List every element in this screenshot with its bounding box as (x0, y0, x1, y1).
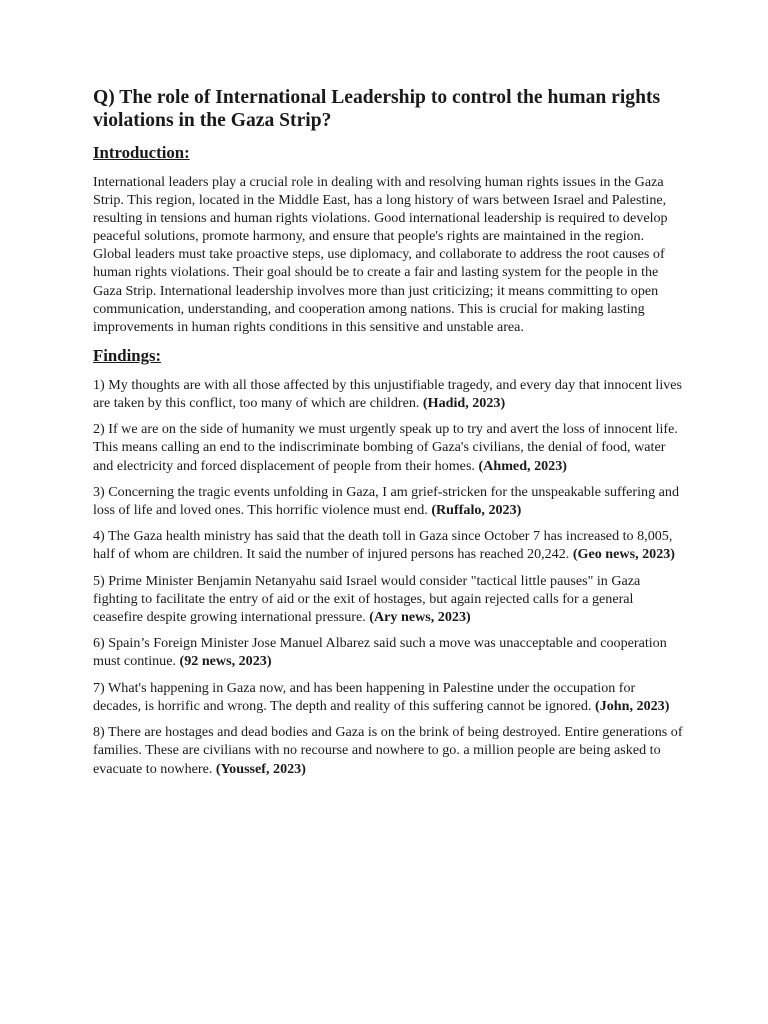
finding-citation: (John, 2023) (595, 697, 670, 714)
finding-text: 1) My thoughts are with all those affected by this unjustifiable tragedy, and every day that innocent lives are taken by this conflict, too many of which are children. (93, 376, 683, 412)
finding-item (93, 679, 683, 715)
finding-item (93, 723, 683, 778)
document-page (93, 86, 683, 786)
finding-text: 6) Spain’s Foreign Minister Jose Manuel Albarez said such a move was unacceptable and cooperation must continue. (93, 635, 667, 670)
finding-text: 3) Concerning the tragic events unfolding in Gaza, I am grief-stricken for the unspeakable suffering and loss of life and loved ones. This horrific violence must end. (93, 483, 679, 519)
finding-text: 4) The Gaza health ministry has said that the death toll in Gaza since October 7 has increased to 8,005, half of whom are children. It said the number of injured persons has reached 20,242. (93, 528, 673, 563)
finding-text: 8) There are hostages and dead bodies and Gaza is on the brink of being destroyed. Entire generations of families. These are civilians with no recourse and nowhere to go. a million people are being asked to evacuate to nowhere. (93, 724, 683, 777)
finding-item (93, 420, 683, 475)
finding-item (93, 376, 683, 412)
finding-citation: (Ahmed, 2023) (478, 457, 567, 474)
finding-item (93, 483, 683, 519)
finding-text: 5) Prime Minister Benjamin Netanyahu said Israel would consider "tactical little pauses" in Gaza fighting to facilitate the entry of aid or the exit of hostages, but again rejected calls for a general ceasefire despite growing international pressure. (93, 572, 641, 626)
findings-heading: Findings: (93, 345, 162, 365)
finding-text: 7) What's happening in Gaza now, and has been happening in Palestine under the occupation for decades, is horrific and wrong. The depth and reality of this suffering cannot be ignored. (93, 679, 636, 714)
finding-citation: (Ary news, 2023) (369, 609, 471, 626)
finding-item (93, 572, 683, 627)
finding-citation: (Youssef, 2023) (215, 760, 306, 777)
finding-citation: (Hadid, 2023) (422, 395, 506, 412)
finding-text: 2) If we are on the side of humanity we must urgently speak up to try and avert the loss of innocent life. This means calling an end to the indiscriminate bombing of Gaza's civilians, the denial of food, water and electricity and forced displacement of people from their homes. (93, 421, 678, 474)
introduction-heading: Introduction: (93, 143, 190, 162)
finding-citation: (Geo news, 2023) (572, 546, 675, 563)
finding-citation: (92 news, 2023) (179, 653, 272, 670)
page-title: Q) The role of International Leadership to control the human rights violations in the Gaza Strip? (93, 87, 661, 131)
introduction-paragraph: International leaders play a crucial role in dealing with and resolving human rights issues in the Gaza Strip. This region, located in the Middle East, has a long history of wars between Israel and Palestine, resulting in tensions and human rights violations. Good international leadership is required to develop peaceful solutions, promote harmony, and ensure that people's rights are maintained in the region. Global leaders must take proactive steps, use diplomacy, and collaborate to address the root causes of human rights violations. Their goal should be to create a fair and lasting system for the people in the Gaza Strip. International leadership involves more than just criticizing; it means committing to open communication, understanding, and cooperation among nations. This is crucial for making lasting improvements in human rights conditions in this sensitive and unstable area. (93, 174, 668, 335)
finding-citation: (Ruffalo, 2023) (431, 502, 522, 519)
finding-item (93, 527, 683, 563)
finding-item (93, 634, 683, 670)
